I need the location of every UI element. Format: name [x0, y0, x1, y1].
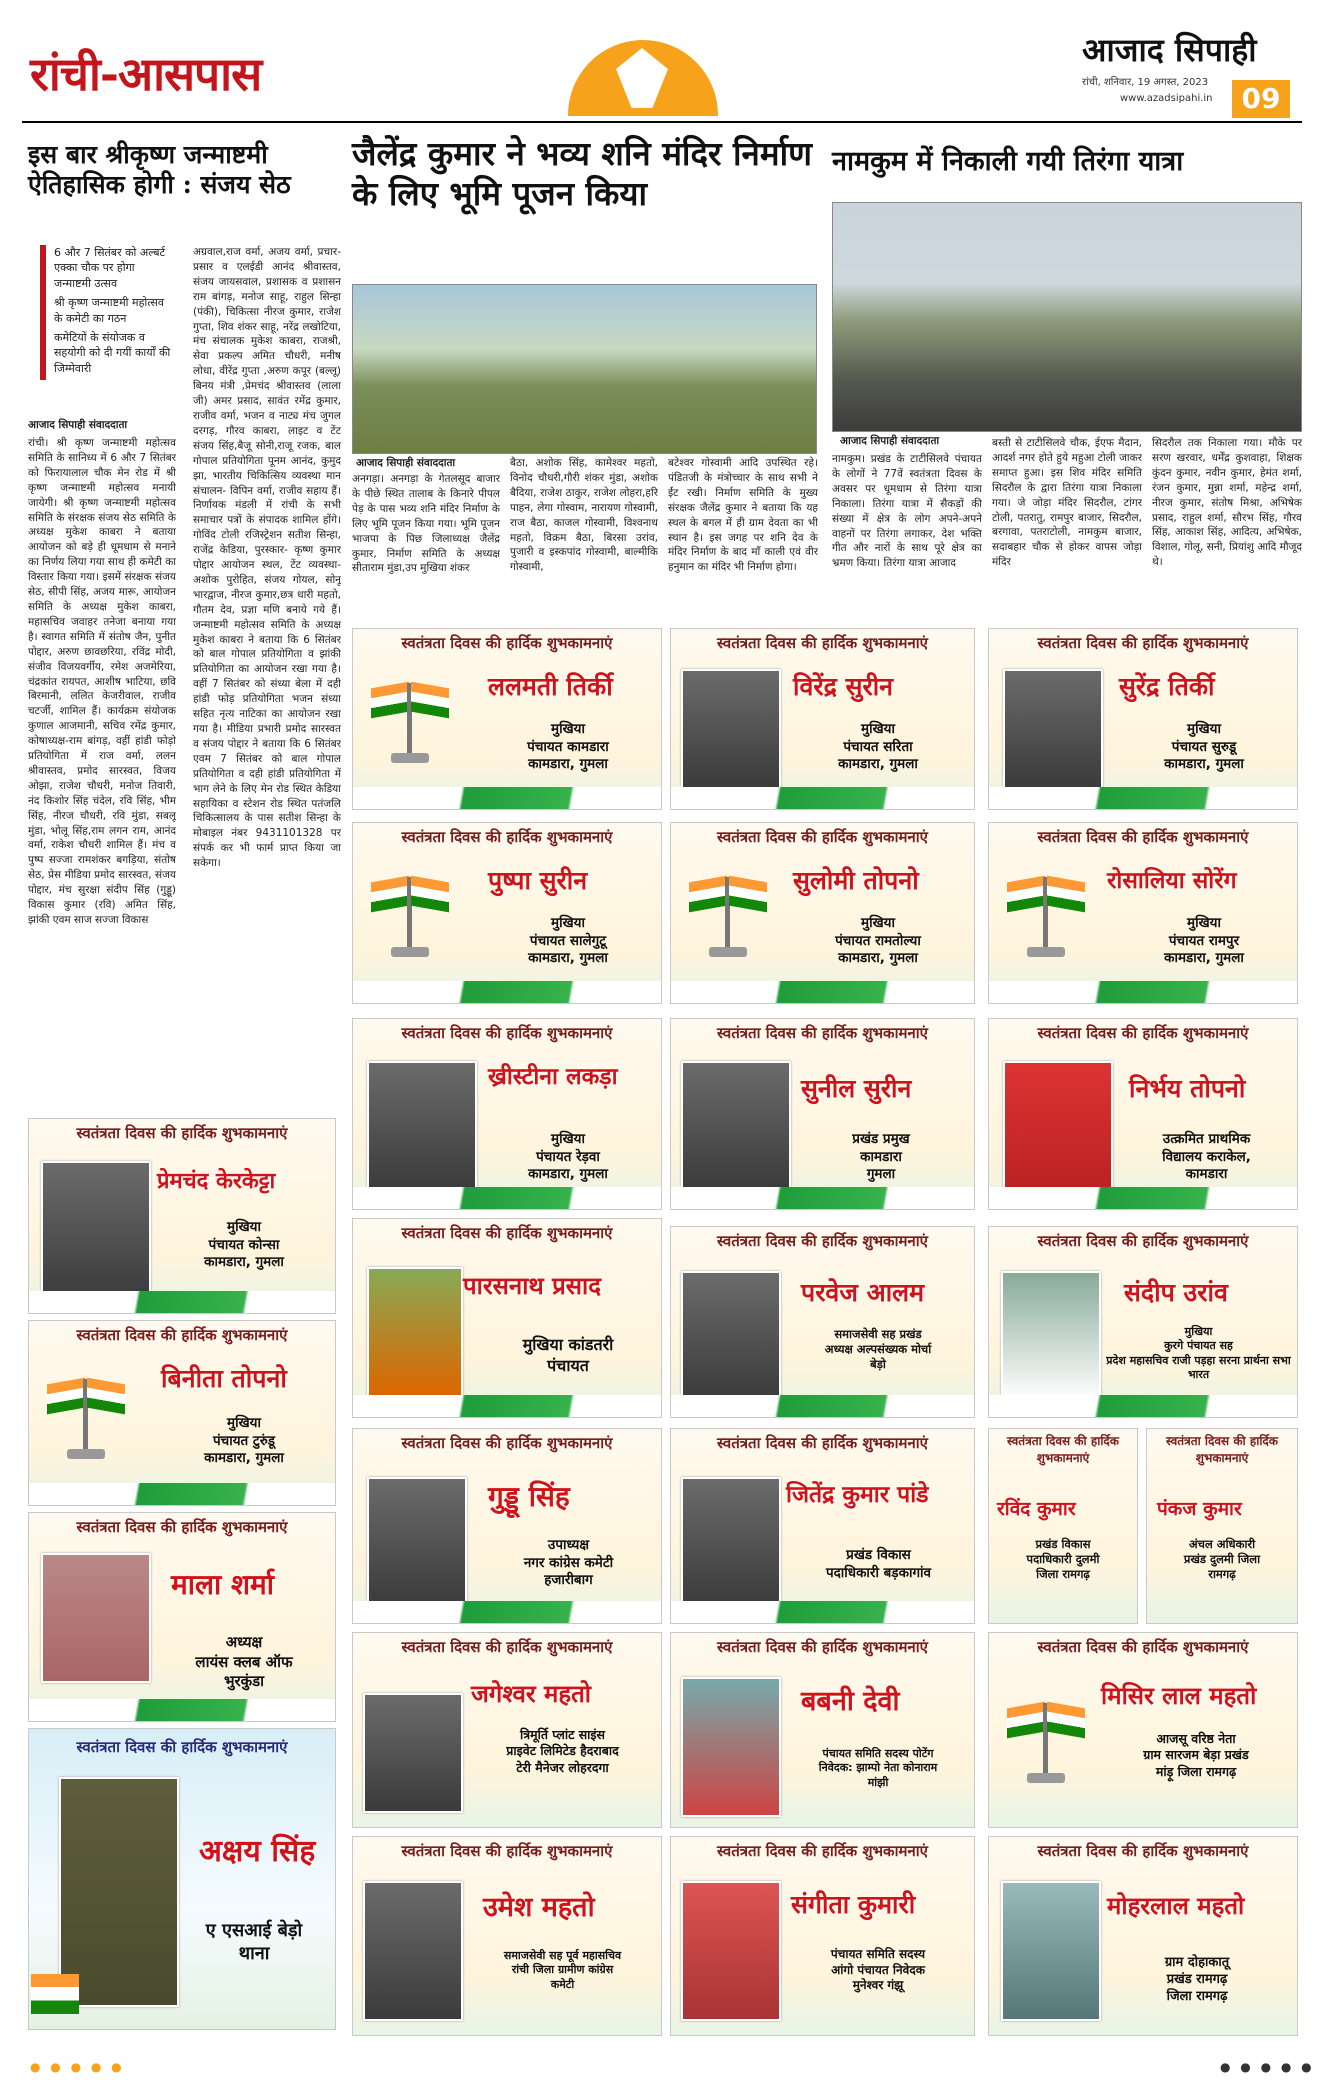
designation-line: समाजसेवी सह पूर्व महासचिव: [503, 1949, 622, 1962]
person-photo: [363, 1881, 463, 2021]
designation-line: रामगढ़: [1208, 1566, 1236, 1581]
greeting-ad: [28, 1118, 336, 1314]
greeting-text: स्वतंत्रता दिवस की हार्दिक शुभकामनाएं: [717, 1434, 928, 1452]
greeting-ad: [670, 1632, 975, 1828]
flag-icon: [1003, 873, 1089, 959]
ad-designation: [159, 1415, 329, 1468]
designation-line: मुखिया: [861, 915, 895, 931]
header-divider: [22, 121, 1302, 123]
designation-line: अंचल अधिकारी: [1188, 1537, 1256, 1551]
ad-designation: [793, 915, 963, 968]
designation-line: नगर कांग्रेस कमेटी: [523, 1554, 614, 1571]
person-photo: [367, 1267, 463, 1397]
page-header: [0, 0, 1325, 122]
greeting-ad: [352, 1218, 662, 1418]
tiranga-yatra-photo: [832, 202, 1302, 432]
designation-line: प्रखंड रामगढ़: [1166, 1971, 1228, 1987]
greeting-text: स्वतंत्रता दिवस की हार्दिक शुभकामनाएं: [1037, 1024, 1249, 1042]
ad-stripe: [353, 981, 661, 1003]
ad-designation: [1119, 915, 1289, 968]
designation-line: कमेटी: [550, 1977, 575, 1991]
byline: आजाद सिपाही संवाददाता: [28, 419, 128, 431]
designation-line: पंचायत सालेगुटू: [529, 932, 607, 949]
designation-line: समाजसेवी सह प्रखंड: [834, 1327, 922, 1341]
ad-stripe: [353, 787, 661, 809]
greeting-text: स्वतंत्रता दिवस की हार्दिक शुभकामनाएं: [401, 1224, 613, 1242]
designation-line: प्रखंड विकास: [846, 1547, 911, 1563]
ad-person-name: सुरेंद्र तिर्की: [1119, 672, 1215, 701]
person-photo: [367, 1061, 477, 1191]
greeting-ad: [1146, 1428, 1298, 1624]
story-right-headline: नामकुम में निकाली गयी तिरंगा यात्रा: [832, 146, 1184, 177]
greeting-ad: [28, 1320, 336, 1506]
byline: आजाद सिपाही संवाददाता: [356, 457, 456, 469]
greeting-ad: [988, 1226, 1298, 1418]
ad-designation: [783, 1327, 973, 1372]
greeting-ad: [988, 1018, 1298, 1210]
person-photo: [681, 1271, 781, 1401]
designation-line: रांची जिला ग्रामीण कांग्रेस: [511, 1963, 614, 1977]
ad-designation: [1119, 721, 1289, 774]
bhoomi-pujan-photo: [352, 284, 817, 454]
greeting-ad: [352, 1836, 662, 2036]
greeting-text: स्वतंत्रता दिवस की हार्दिक शुभकामनाएं: [76, 1124, 288, 1142]
greeting-ad: [988, 1836, 1298, 2036]
designation-line: कामडारा: [860, 1148, 902, 1165]
designation-line: थाना: [238, 1943, 270, 1965]
ad-person-name: पारसनाथ प्रसाद: [463, 1271, 601, 1300]
byline: आजाद सिपाही संवाददाता: [840, 435, 940, 447]
person-photo: [41, 1553, 151, 1683]
greeting-text: स्वतंत्रता दिवस की हार्दिक शुभकामनाएं: [76, 1518, 288, 1536]
designation-line: पंचायत रामतोल्या: [835, 932, 921, 949]
ad-person-name: संगीता कुमारी: [791, 1890, 916, 1919]
greeting-text: स्वतंत्रता दिवस की हार्दिक शुभकामनाएं: [401, 1434, 613, 1452]
ad-stripe: [29, 1483, 335, 1505]
designation-line: निवेदक: झाम्पो नेता कोनाराम: [818, 1761, 938, 1775]
ad-stripe: [671, 1395, 974, 1417]
designation-line: कामडारा: [1185, 1166, 1228, 1183]
designation-line: प्रदेश महासचिव राजी पड़हा सरना प्रार्थना सभा भारत: [1106, 1353, 1291, 1381]
ad-designation: [791, 1547, 966, 1582]
designation-line: मांड़ू जिला रामगढ़: [1155, 1763, 1237, 1779]
designation-line: पदाधिकारी बड़कागांव: [825, 1564, 932, 1581]
designation-line: पंचायत समिति सदस्य पोटेंग: [822, 1747, 934, 1760]
designation-line: कामडारा, गुमला: [528, 950, 608, 967]
ad-designation: [481, 1537, 656, 1590]
ad-person-name: ललमती तिर्की: [488, 672, 613, 701]
designation-line: कामडारा, गुमला: [838, 756, 918, 773]
designation-line: पदाधिकारी दुलमी: [1026, 1551, 1100, 1566]
designation-line: आंगो पंचायत निवेदक: [831, 1962, 925, 1977]
ad-stripe: [671, 1601, 974, 1623]
designation-line: कामडारा, गुमला: [204, 1450, 284, 1467]
greeting-ad: [352, 1428, 662, 1624]
flag-icon: [367, 679, 453, 765]
story-left-bullets: [40, 245, 175, 380]
designation-line: मुखिया कांडतरी: [522, 1335, 614, 1354]
greeting-text: स्वतंत्रता दिवस की हार्दिक शुभकामनाएं: [717, 828, 928, 846]
designation-line: मांझी: [867, 1775, 889, 1789]
ad-stripe: [671, 1187, 974, 1209]
ad-designation: [465, 1727, 660, 1776]
designation-line: कामडारा, गुमला: [528, 756, 608, 773]
person-photo: [681, 1881, 781, 2021]
story-center-column-1: अनगड़ा। अनगड़ा के गेतलसूद बाजार के पीछे स्थित तालाब के किनारे पीपल पेड़ के पास भव्य शनि मंदिर निर्माण के लिए भूमि पूजन किया गया। भूमि पूजन भाजपा के पिछ जिलाध्यक्ष जैलेंद्र कुमार, निर्माण समिति के अध्यक्ष सीताराम मुंडा,उप मुखिया शंकर: [352, 473, 500, 575]
bullet-item: श्री कृष्ण जन्माष्टमी महोत्सव के कमेटी का गठन: [54, 296, 164, 325]
designation-line: टेरी मैनेजर लोहरदगा: [516, 1759, 609, 1775]
page-number: 09: [1232, 80, 1290, 118]
designation-line: मुखिया: [227, 1415, 261, 1431]
site-url[interactable]: www.azadsipahi.in: [1120, 93, 1213, 104]
ad-person-name: अक्षय सिंह: [199, 1834, 316, 1869]
story-right-column-1: नामकुम। प्रखंड के टाटीसिलवे पंचायत के लोगों ने 77वें स्वतंत्रता दिवस के अवसर पर धूमधाम से तिरंगा यात्रा निकाला। तिरंगा यात्रा में सैकड़ों की संख्या में क्षेत्र के लोग अपने-अपने वाहनों पर तिरंगा लगाकर, देश भक्ति गीत और नारों के साथ पूरे क्षेत्र का भ्रमण किया। तिरंगा यात्रा आजाद: [832, 453, 982, 570]
ad-designation: [488, 1131, 648, 1184]
designation-line: पंचायत टुरुंडू: [212, 1432, 276, 1449]
ad-person-name: बिनीता तोपनो: [161, 1364, 287, 1393]
designation-line: पंचायत रामपुर: [1168, 932, 1240, 949]
ad-stripe: [989, 787, 1297, 809]
story-right-column-2: बस्ती से टाटीसिलवे चौक, ईएफ मैदान, आदर्श नगर होते हुये महुआ टोली जाकर समाप्त हुआ। इस शिव मंदिर समिति सिदरौल के द्वारा तिरंगा यात्रा निकाला गया। जे जोड़ा मंदिर सिदरौल, टांगर टोली, पतरातु, रामपुर बाजार, सिदरौल, बरगावा, पतराटोली, नामकुम बाजार, सदाबहार चौक से होकर वापस जोड़ा मंदिर: [992, 437, 1142, 569]
masthead: आजाद सिपाही: [1082, 31, 1257, 69]
ad-designation: [1101, 1325, 1296, 1382]
designation-line: अध्यक्ष: [225, 1633, 263, 1651]
designation-line: मुनेश्वर गंझू: [852, 1978, 904, 1993]
story-left-headline: इस बार श्रीकृष्ण जन्माष्टमी ऐतिहासिक होगी : संजय सेठ: [28, 140, 291, 199]
greeting-text: स्वतंत्रता दिवस की हार्दिक शुभकामनाएं: [717, 634, 928, 652]
designation-line: मुखिया: [1184, 1325, 1213, 1338]
ad-stripe: [989, 1395, 1297, 1417]
ad-stripe: [671, 787, 974, 809]
designation-line: मुखिया: [1187, 721, 1221, 737]
designation-line: त्रिमूर्ति प्लांट साइंस: [519, 1727, 606, 1742]
designation-line: उपाध्यक्ष: [547, 1537, 590, 1553]
designation-line: जिला रामगढ़: [1166, 1988, 1228, 2004]
ad-person-name: संदीप उरांव: [1124, 1278, 1228, 1307]
ad-person-name: गुड्डू सिंह: [488, 1480, 570, 1513]
greeting-ad: [352, 628, 662, 810]
greeting-text: स्वतंत्रता दिवस की हार्दिक शुभकामनाएं: [1037, 1638, 1249, 1656]
bullet-item: कमेटियों के संयोजक व सहयोगी को दी गयीं कार्यों की जिम्मेवारी: [54, 330, 171, 375]
ad-person-name: पुष्पा सुरीन: [488, 866, 588, 895]
greeting-text: स्वतंत्रता दिवस की हार्दिक शुभकामनाएं: [401, 1024, 613, 1042]
greeting-text: स्वतंत्रता दिवस की हार्दिक शुभकामनाएं: [717, 1232, 928, 1250]
flag-icon: [31, 1974, 79, 2014]
ad-designation: [465, 1949, 660, 1992]
story-left-column-2: अग्रवाल,राज वर्मा, अजय वर्मा, प्रचार-प्रसार व एलईडी आनंद श्रीवास्तव, संजय जायसवाल, प्रशासक व प्रशासन राम बांगड़, मनोज साहू, राहुल सिन्हा (पंकी), चिकित्सा नीरज कुमार, राजेश गुप्ता, शिव शंकर साहू, नरेंद्र लखोटिया, मंच संचालक मुकेश काबरा, राजश्री, सेवा प्रकल्प अमित चौधरी, मनीष लोधा, वीरेंद्र गुप्ता ,अरुण कपूर (बल्लू) बिनय मंत्री ,प्रेमचंद श्रीवास्तव (लाला जी) अमर प्रसाद, सावंत रमेंद्र कुमार, राजीव वर्मा, भजन व नाट्य मंच जुगल दरगड़, गौरव काबरा, लाइट व टेंट संजय सिंह,बैजू सोनी,राजू रजक, बाल गोपाल प्रतियोगिता पूनम आनंद, कुमुद झा, भारतीय चिकित्सिय व्यवस्था मान संचालन- विपिन वर्मा, राजीव सहाय हैं। निर्णायक मंडली में रांची के सभी समाचार पत्रों के संपादक शामिल होंगे। गोविंद टोली रजिस्ट्रेशन सतीश सिन्हा, राजेंद्र केडिया, पुरस्कार- कृष्ण कुमार पोद्दार आयोजन स्थल, टेंट व्यवस्था-अशोक पुरोहित, संजय गोयल, सोनू भारद्वाज, नीरज कुमार,छत्र धारी महतो, गौतम देव, प्रज्ञा मणि बनाये गये हैं। जन्माष्टमी महोत्सव समिति के अध्यक्ष मुकेश काबरा ने बताया कि 6 सितंबर को बाल गोपाल प्रतियोगिता व झांकी प्रतियोगिता का आयोजन रखा गया है। वहीं 7 सितंबर को संध्या बेला में दही हांडी फोड़ प्रतियोगिता भजन संध्या सहित नृत्य नाटिका का आयोजन रखा गया है। मीडिया प्रभारी प्रमोद सारस्वत व संजय पोद्दार ने बताया कि 6 सितंबर एवम 7 सितंबर को बाल गोपाल प्रतियोगिता व दही हांडी प्रतियोगिता में भाग लेने के लिए मेन रोड स्थित केडिया सहायिका व स्टेशन रोड स्थित पतंजलि चिकित्सालय के पास सतीश सिन्हा के मोबाइल नंबर 9431101328 पर संपर्क कर भी फार्म प्राप्त किया जा सकेगा।: [193, 246, 341, 870]
designation-line: विद्यालय कराकेल,: [1162, 1148, 1251, 1165]
ad-person-name: परवेज आलम: [801, 1278, 925, 1307]
designation-line: कुरगे पंचायत सह: [1164, 1339, 1233, 1353]
ad-person-name: जितेंद्र कुमार पांडे: [786, 1481, 929, 1508]
ad-person-name: जगेश्वर महतो: [471, 1679, 592, 1708]
ad-person-name: माला शर्मा: [171, 1568, 275, 1601]
designation-line: पंचायत रेड़वा: [536, 1148, 600, 1165]
ad-designation: [793, 721, 963, 774]
designation-line: प्रखंड विकास: [1035, 1537, 1091, 1551]
person-photo: [363, 1693, 463, 1813]
designation-line: पंचायत समिति सदस्य: [830, 1947, 926, 1961]
designation-line: प्रखंड दुलमी जिला: [1183, 1551, 1261, 1566]
ad-person-name: बबनी देवी: [801, 1686, 900, 1717]
greeting-text: स्वतंत्रता दिवस की हार्दिक शुभकामनाएं: [717, 1024, 928, 1042]
greeting-ad: [670, 1226, 975, 1418]
greeting-text: स्वतंत्रता दिवस की हार्दिक शुभकामनाएं: [1006, 1434, 1120, 1465]
flag-icon: [43, 1375, 129, 1461]
designation-line: पंचायत सुरुडू: [1171, 738, 1237, 755]
dateline: रांची, शनिवार, 19 अगस्त, 2023: [1082, 77, 1209, 88]
ad-stripe: [989, 1187, 1297, 1209]
greeting-text: स्वतंत्रता दिवस की हार्दिक शुभकामनाएं: [717, 1842, 928, 1860]
designation-line: हजारीबाग: [544, 1572, 593, 1589]
designation-line: कामडारा, गुमला: [528, 1166, 608, 1183]
designation-line: मुखिया: [861, 721, 895, 737]
ad-stripe: [353, 1395, 661, 1417]
designation-line: पंचायत: [547, 1355, 589, 1375]
ad-person-name: ख्रीस्टीना लकड़ा: [488, 1063, 618, 1090]
ad-stripe: [29, 1291, 335, 1313]
ad-person-name: निर्भय तोपनो: [1129, 1074, 1246, 1103]
story-right-column-3: सिदरौल तक निकाला गया। मौके पर सरण खरवार, धर्मेंद्र कुशवाहा, शिक्षक कुंदन कुमार, नवीन कुमार, हेमंत शर्मा, रंजन कुमार, मुन्ना शर्मा, महेन्द्र शर्मा, नीरज कुमार, संतोष मिश्रा, अभिषेक प्रसाद, राहुल शर्मा, सौरभ सिंह, गौरव सिंह, आकाश सिंह, आदित्य, अभिषेक, विशाल, गोलू, सनी, प्रियांशु आदि मौजूद थे।: [1152, 437, 1302, 569]
designation-line: पंचायत सरिता: [843, 738, 913, 755]
designation-line: ग्राम दोहाकातू: [1164, 1955, 1230, 1970]
ad-designation: [159, 1219, 329, 1272]
designation-line: लायंस क्लब ऑफ: [195, 1652, 293, 1671]
greeting-text: स्वतंत्रता दिवस की हार्दिक शुभकामनाएं: [1037, 634, 1249, 652]
designation-line: कामडारा, गुमला: [838, 950, 918, 967]
designation-line: मुखिया: [551, 1131, 585, 1147]
person-photo: [681, 1061, 791, 1191]
designation-line: भुरकुंडा: [223, 1672, 265, 1690]
ad-designation: [1101, 1731, 1291, 1780]
ad-person-name: प्रेमचंद केरकेट्टा: [157, 1168, 276, 1194]
person-photo: [41, 1161, 151, 1301]
greeting-text: स्वतंत्रता दिवस की हार्दिक शुभकामनाएं: [401, 1842, 613, 1860]
ad-person-name: मिसिर लाल महतो: [1101, 1681, 1257, 1710]
designation-line: जिला रामगढ़: [1036, 1566, 1090, 1581]
ad-designation: [783, 1947, 973, 1994]
greeting-text: स्वतंत्रता दिवस की हार्दिक शुभकामनाएं: [717, 1638, 928, 1656]
greeting-ad: [988, 1632, 1298, 1828]
ad-person-name: उमेश महतो: [483, 1892, 595, 1923]
greeting-text: स्वतंत्रता दिवस की हार्दिक शुभकामनाएं: [1165, 1434, 1279, 1465]
designation-line: कामडारा, गुमला: [1164, 756, 1244, 773]
ad-designation: [483, 1335, 653, 1377]
greeting-text: स्वतंत्रता दिवस की हार्दिक शुभकामनाएं: [1037, 1232, 1249, 1250]
designation-line: ए एसआई बेड़ो: [205, 1920, 303, 1941]
designation-line: मुखिया: [551, 721, 585, 737]
designation-line: अध्यक्ष अल्पसंख्यक मोर्चा: [824, 1341, 932, 1356]
ad-designation: [783, 1747, 973, 1790]
story-center-headline: जैलेंद्र कुमार ने भव्य शनि मंदिर निर्माण के लिए भूमि पूजन किया: [352, 134, 812, 213]
greeting-ad: [670, 1018, 975, 1210]
designation-line: पंचायत कोन्सा: [208, 1236, 280, 1253]
greeting-ad: [352, 822, 662, 1004]
person-photo: [59, 1777, 179, 2007]
ad-designation: [1107, 1955, 1287, 2006]
section-title: रांची-आसपास: [30, 47, 262, 101]
designation-line: उत्क्रमित प्राथमिक: [1162, 1131, 1251, 1147]
ad-designation: [488, 721, 648, 774]
ad-person-name: रोसालिया सोरेंग: [1107, 867, 1237, 894]
ad-person-name: विरेंद्र सुरीन: [793, 672, 894, 701]
designation-line: ग्राम सारजम बेड़ा प्रखंड: [1143, 1747, 1249, 1763]
ad-person-name: रविंद कुमार: [997, 1498, 1076, 1520]
ad-person-name: पंकज कुमार: [1157, 1498, 1242, 1520]
designation-line: प्राइवेट लिमिटेड हैदराबाद: [506, 1743, 619, 1759]
ad-designation: [1151, 1537, 1293, 1582]
greeting-ad: [28, 1728, 336, 2030]
greeting-ad: [670, 822, 975, 1004]
person-photo: [1001, 1881, 1101, 2021]
ad-person-name: मोहरलाल महतो: [1107, 1891, 1245, 1920]
story-left-column-1: रांची। श्री कृष्ण जन्माष्टमी महोत्सव समिति के सानिध्य में 6 और 7 सितंबर को फिरायालाल चौक मेन रोड में श्री कृष्ण जन्माष्टमी महोत्सव मनायी जायेगी। श्री कृष्ण जन्माष्टमी महोत्सव समिति के संरक्षक संजय सेठ समिति के अध्यक्ष मुकेश काबरा ने बताया आयोजन को बड़े ही धूमधाम से मनाने का निर्णय लिया गया साथ ही कमेटी का विस्तार किया गया। इसमें संरक्षक संजय सेठ, सीपी सिंह, अजय मारू, आयोजन समिति के अध्यक्ष मुकेश काबरा, महासचिव जवाहर तनेजा बनाया गया है। स्वागत समिति में संतोष जैन, पुनीत पोद्दार, अरुण छावछरिया, रविंद्र मोदी, संजीव विजयवर्गीय, रमेश अजमेरिया, चंद्रकांत रायपत, आशीष भाटिया, छवि बिरमानी, ललित केजरीवाल, राजीव चटर्जी, शामिल हैं। कार्यक्रम संयोजक कुणाल आजमानी, सचिव रमेंद्र कुमार, कोषाध्यक्ष-राम बांगड़, वहीं हांडी फोड़ो प्रतियोगिता में राज वर्मा, ललन श्रीवास्तव, प्रमोद सारस्वत, विजय ओझा, राजेश चौधरी, मनोज तिवारी, नंद किशोर सिंह चंदेल, रवि सिंह, भीम सिंह, नीरज चौधरी, रवि मुंडा, सबलू मुंडा, भोलू सिंह,राम लगन राम, आनंद वर्मा, राकेश चौधरी शामिल हैं। मंच व पुष्प सज्जा रामशंकर बगड़िया, संतोष सेठ, प्रेस मीडिया प्रमोद सारस्वत, संजय पोद्दार, मंच सुरक्षा संदीप सिंह (गुड्डू) विकास कुमार (रवि) अमित सिंह, झांकी एवम साज सज्जा विकास: [28, 437, 176, 926]
greeting-text: स्वतंत्रता दिवस की हार्दिक शुभकामनाएं: [1037, 1842, 1249, 1860]
person-photo: [1003, 669, 1103, 789]
designation-line: गुमला: [866, 1166, 896, 1183]
greeting-ad: [352, 1018, 662, 1210]
greeting-text: स्वतंत्रता दिवस की हार्दिक शुभकामनाएं: [401, 634, 613, 652]
ad-designation: [179, 1919, 329, 1966]
person-photo: [681, 1677, 781, 1817]
ad-designation: [993, 1537, 1133, 1582]
ad-person-name: सुनील सुरीन: [801, 1074, 912, 1103]
ad-designation: [159, 1633, 329, 1692]
greeting-ad: [352, 1632, 662, 1828]
ad-designation: [488, 915, 648, 968]
person-photo: [1001, 1271, 1101, 1401]
story-center-column-2: बैठा, अशोक सिंह, कामेश्वर महतो, विनोद चौधरी,गौरी शंकर मुंडा, अशोक बैदिया, राजेश ठाकुर, राजेश लोहरा,हरि पाहन, लेगा गोस्वाम, नारायण गोस्वामी, राज बैठा, काजल गोस्वामी, विश्वनाथ महतो, विक्रम बैठा, बिरसा उरांव, पुजारी व इस्कपांद गोस्वामी, बाल्मीकि गोस्वामी,: [510, 457, 658, 574]
person-photo: [367, 1477, 467, 1607]
greeting-ad: [988, 822, 1298, 1004]
greeting-text: स्वतंत्रता दिवस की हार्दिक शुभकामनाएं: [401, 828, 613, 846]
designation-line: मुखिया: [1187, 915, 1221, 931]
person-photo: [681, 669, 781, 789]
color-registration-dots: ● ● ● ● ●: [30, 2060, 125, 2074]
greeting-ad: [670, 628, 975, 810]
designation-line: आजसू वरिष्ठ नेता: [1156, 1731, 1236, 1746]
flag-icon: [685, 873, 771, 959]
story-center-column-3: बटेश्वर गोस्वामी आदि उपस्थित रहे। पंडितजी के मंत्रोच्चार के साथ सभी ने ईंट रखी। निर्माण समिति के मुख्य संरक्षक जैलेंद्र कुमार ने बताया कि यह स्थल के बगल में ही ग्राम देवता का भी स्थान है। इस जगह पर शनि देव के मंदिर निर्माण के बाद माँ काली एवं वीर हनुमान का मंदिर भी निर्माण होगा।: [668, 457, 818, 574]
person-photo: [1003, 1061, 1113, 1191]
greeting-ad: [670, 1836, 975, 2036]
greeting-ad: [670, 1428, 975, 1624]
bullet-item: 6 और 7 सितंबर को अल्बर्ट एक्का चौक पर होगा जन्माष्टमी उत्सव: [54, 246, 166, 290]
ad-stripe: [29, 1699, 335, 1721]
ad-designation: [801, 1131, 961, 1184]
flag-icon: [367, 873, 453, 959]
greeting-text: स्वतंत्रता दिवस की हार्दिक शुभकामनाएं: [1037, 828, 1249, 846]
greeting-ad: [28, 1512, 336, 1722]
ad-stripe: [989, 981, 1297, 1003]
flag-icon: [1003, 1699, 1089, 1785]
color-registration-dots: ● ● ● ● ●: [1220, 2060, 1315, 2074]
greeting-ad: [988, 1428, 1138, 1624]
greeting-text: स्वतंत्रता दिवस की हार्दिक शुभकामनाएं: [76, 1738, 288, 1756]
designation-line: कामडारा, गुमला: [204, 1254, 284, 1271]
ad-designation: [1124, 1131, 1289, 1184]
designation-line: बेड़ो: [870, 1356, 886, 1371]
designation-line: पंचायत कामडारा: [527, 738, 609, 755]
greeting-text: स्वतंत्रता दिवस की हार्दिक शुभकामनाएं: [76, 1326, 288, 1344]
designation-line: मुखिया: [227, 1219, 261, 1235]
designation-line: कामडारा, गुमला: [1164, 950, 1244, 967]
person-photo: [681, 1477, 781, 1607]
designation-line: मुखिया: [551, 915, 585, 931]
ad-person-name: सुलोमी तोपनो: [793, 866, 919, 895]
greeting-ad: [988, 628, 1298, 810]
greeting-text: स्वतंत्रता दिवस की हार्दिक शुभकामनाएं: [401, 1638, 613, 1656]
ad-stripe: [671, 981, 974, 1003]
ad-stripe: [353, 1187, 661, 1209]
ad-stripe: [353, 1601, 661, 1623]
designation-line: प्रखंड प्रमुख: [852, 1131, 910, 1147]
